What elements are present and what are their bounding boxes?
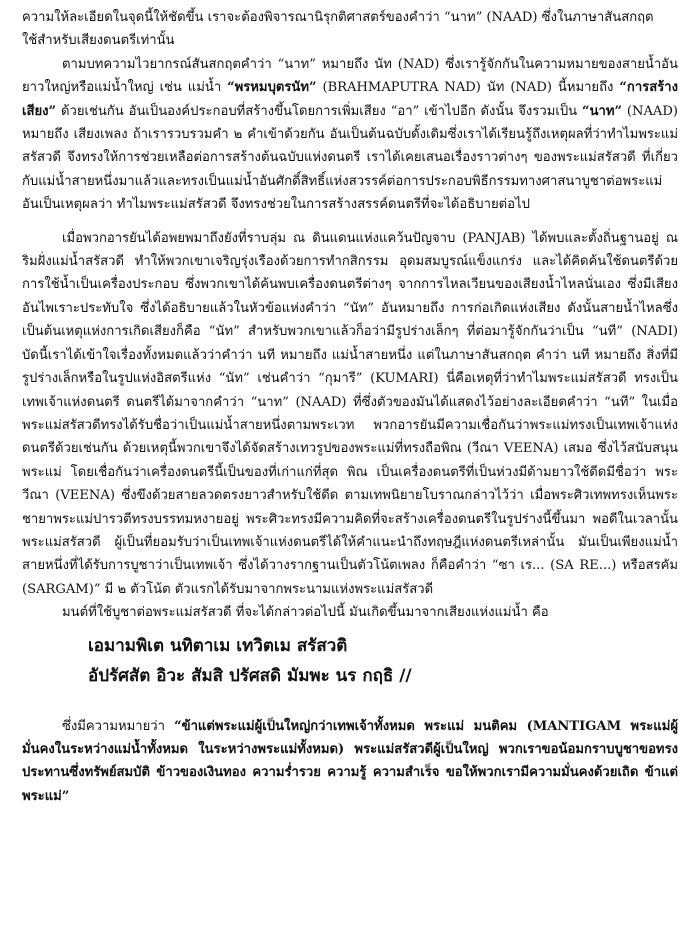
etymology-text-d: ด้วยเช่นกัน อันเป็นองค์ประกอบที่สร้างขึ้นโดยการเพิ่มเสียง “อา” เข้าไปอีก ดังนั้น จึงรวมเป็น xyxy=(56,103,582,119)
etymology-paragraph xyxy=(22,53,678,217)
meaning-paragraph xyxy=(22,715,678,809)
mantra-intro-paragraph: มนต์ที่ใช้บูชาต่อพระแม่สรัสวดี ที่จะได้กล่าวต่อไปนี้ มันเกิดขึ้นมาจากเสียงแห่งแม่น้ำ คือ xyxy=(62,605,549,621)
document-page xyxy=(22,6,678,808)
meaning-lead: ซึ่งมีความหมายว่า xyxy=(62,718,175,734)
etymology-text-c: (BRAHMAPUTRA NAD) นัท (NAD) นี้หมายถึง xyxy=(316,80,620,96)
meaning-translation: “ข้าแต่พระแม่ผู้เป็นใหญ่กว่าเทพเจ้าทั้งหมด พระแม่ มนติคม (MANTIGAM พระแม่ผู้มั่นคงในระหว่างแม่น้ำทั้งหมด ในระหว่างพระแม่ทั้งหมด) พระแม่สรัสวดีผู้เป็นใหญ่ พวกเราขอน้อมกราบบูชาขอทรงประทานซึ่งทรัพย์สมบัติ ข้าวของเงินทอง ความร่ำรวย ความรู้ ความสำเร็จ ขอให้พวกเรามีความมั่นคงด้วยเถิด ข้าแต่พระแม่” xyxy=(22,718,679,804)
intro-paragraph xyxy=(22,6,678,53)
mantra-verse-line-1: เอมามพิเต นทิตาเม เทวิตเม สรัสวติ xyxy=(88,635,348,656)
naad-term: “นาท” xyxy=(582,103,622,119)
intro-line-2: ใช้สำหรับเสียงดนตรีเท่านั้น xyxy=(22,33,175,49)
etymology-text-e: (NAAD) หมายถึง เสียงเพลง ถ้าเรารวบรวมคำ ๒ คำเข้าด้วยกัน อันเป็นต้นฉบับดั้งเดิมซึ่งเราได้เรียนรู้ถึงเหตุผลที่ว่าทำไมพระแม่สรัสวดี จึงทรงให้การช่วยเหลือต่อการสร้างต้นฉบับแห่งดนตรี เราได้เคยเสนอเรื่องราวต่างๆ ของพระแม่สรัสวดี ที่เกี่ยวกับแม่น้ำสายหนึ่งมาแล้วและทรงเป็นแม่น้ำอันศักดิ์สิทธิ์แห่งสวรรค์ต่อการประกอบพิธีกรรมทางศาสนาบูชาต่อพระแม่ อันเป็นเหตุผลว่า ทำไมพระแม่สรัสวดี จึงทรงช่วยในการสร้างสรรค์ดนตรีที่จะได้อธิบายต่อไป xyxy=(22,103,678,213)
brahmaputra-term: “พรหมบุตรนัท” xyxy=(227,80,317,96)
mantra-verse-line-2: อัปรัศสัต อิวะ สัมสิ ปรัศสดิ มัมพะ นร กฤธิ // xyxy=(88,665,412,686)
etymology-text-a: ตามบทความไวยากรณ์สันสกฤตคำว่า “นาท” หมายถึง นัท (NAD) ซึ่งเรารู้จักกันในความหมายของสายน้ำอันยาวใหญ่หรือแม่น้ำใหญ่ เช่น แม่น้ำ xyxy=(22,56,678,96)
intro-line-1: ความให้ละเอียดในจุดนี้ให้ชัดขึ้น เราจะต้องพิจารณานิรุกติศาสตร์ของคำว่า “นาท” (NAAD) ซึ่งในภาษาสันสกฤต xyxy=(22,10,654,25)
sound-creation-term: “การสร้างเสียง” xyxy=(22,80,678,119)
aryan-history-paragraph: เมื่อพวกอารยันได้อพยพมาถึงยังที่ราบลุ่ม ณ ดินแดนแห่งแคว้นปัญจาบ (PANJAB) ได้พบและตั้งถิ่นฐานอยู่ ณ ริมฝั่งแม่น้ำสรัสวดี ทำให้พวกเขาเจริญรุ่งเรืองด้วยการทำกสิกรรม อุดมสมบูรณ์แข็งแกร่ง และได้คิดค้นใช้ดนตรีด้วยการใช้น้ำเป็นเครื่องประกอบ ซึ่งพวกเขาได้ค้นพบเครื่องดนตรีต่างๆ จากการไหลเวียนของเสียงน้ำไหลนั่นเอง ซึ่งมีเสียงอันไพเราะประทับใจ ซึ่งได้อธิบายแล้วในหัวข้อแห่งคำว่า “นัท” อันหมายถึง การก่อเกิดแห่งเสียง ดังนั้นสายน้ำไหลซึ่งเป็นต้นเหตุแห่งการเกิดเสียงก็คือ “นัท” สำหรับพวกเขาแล้วก็อว่ามีรูปร่างเล็กๆ ที่ต่อมารู้จักกันว่าเป็น “นที” (NADI) บัดนี้เราได้เข้าใจเรื่องทั้งหมดแล้วว่าคำว่า นที หมายถึง แม่น้ำสายหนึ่ง แต่ในภาษาสันสกฤต คำว่า นที หมายถึง สิ่งที่มีรูปร่างเล็กหรือในรูปแห่งอิสตรีแห่ง “นัท” เช่นคำว่า “กุมารี” (KUMARI) นี่คือเหตุที่ว่าทำไมพระแม่สรัสวดี ทรงเป็นเทพเจ้าแห่งดนตรี ดนตรีได้มาจากคำว่า “นาท” (NAAD) ที่ซึ่งตัวของมันได้แสดงไว้อย่างละเอียดคำว่า “นที” ในเมื่อพระแม่สรัสวดีทรงได้รับชื่อว่าเป็นแม่น้ำสายหนึ่งตามพระเวท พวกอารยันมีความเชื่อกันว่าพระแม่ทรงเป็นเทพเจ้าแห่งดนตรีด้วยเช่นกัน ด้วยเหตุนี้พวกเขาจึงได้จัดสร้างเทวรูปของพระแม่ที่ทรงถือพิณ (วีณา VEENA) เสมอ ซึ่งไว้สนับสนุนพระแม่ โดยเชื่อกันว่าเครื่องดนตรีนี้เป็นของที่เก่าแก่ที่สุด พิณ เป็นเครื่องดนตรีที่เป็นห่วงมีด้ามยาวใช้ดีดมีชื่อว่า พระวีณา (VEENA) ซึ่งขึงด้วยสายลวดตรงยาวสำหรับใช้ดีด ตามเทพนิยายโบราณกล่าวไว้ว่า เมื่อพระศิวเทพทรงเห็นพระชายาพระแม่ปารวตีทรงบรรทมหงายอยู่ พระศิวะทรงมีความคิดที่จะสร้างเครื่องดนตรีในรูปร่างนี้ขึ้นมา พอดีในเวลานั้นพระแม่สรัสวดี ผู้เป็นที่ยอมรับว่าเป็นเทพเจ้าแห่งดนตรีได้ให้คำแนะนำถึงทฤษฎีแห่งดนตรีเหล่านั้น มันเป็นเพียงแม่น้ำสายหนึ่งที่ได้รับการบูชาว่าเป็นเทพเจ้า ซึ่งได้วางรากฐานเป็นตัวโน้ตเพลง ก็คือคำว่า “ซา เร... (SA RE...) หรือสรคัม (SARGAM)” มี ๒ ตัวโน้ต ตัวแรกได้รับมาจากพระนามแห่งพระแม่สรัสวดี xyxy=(22,230,678,597)
